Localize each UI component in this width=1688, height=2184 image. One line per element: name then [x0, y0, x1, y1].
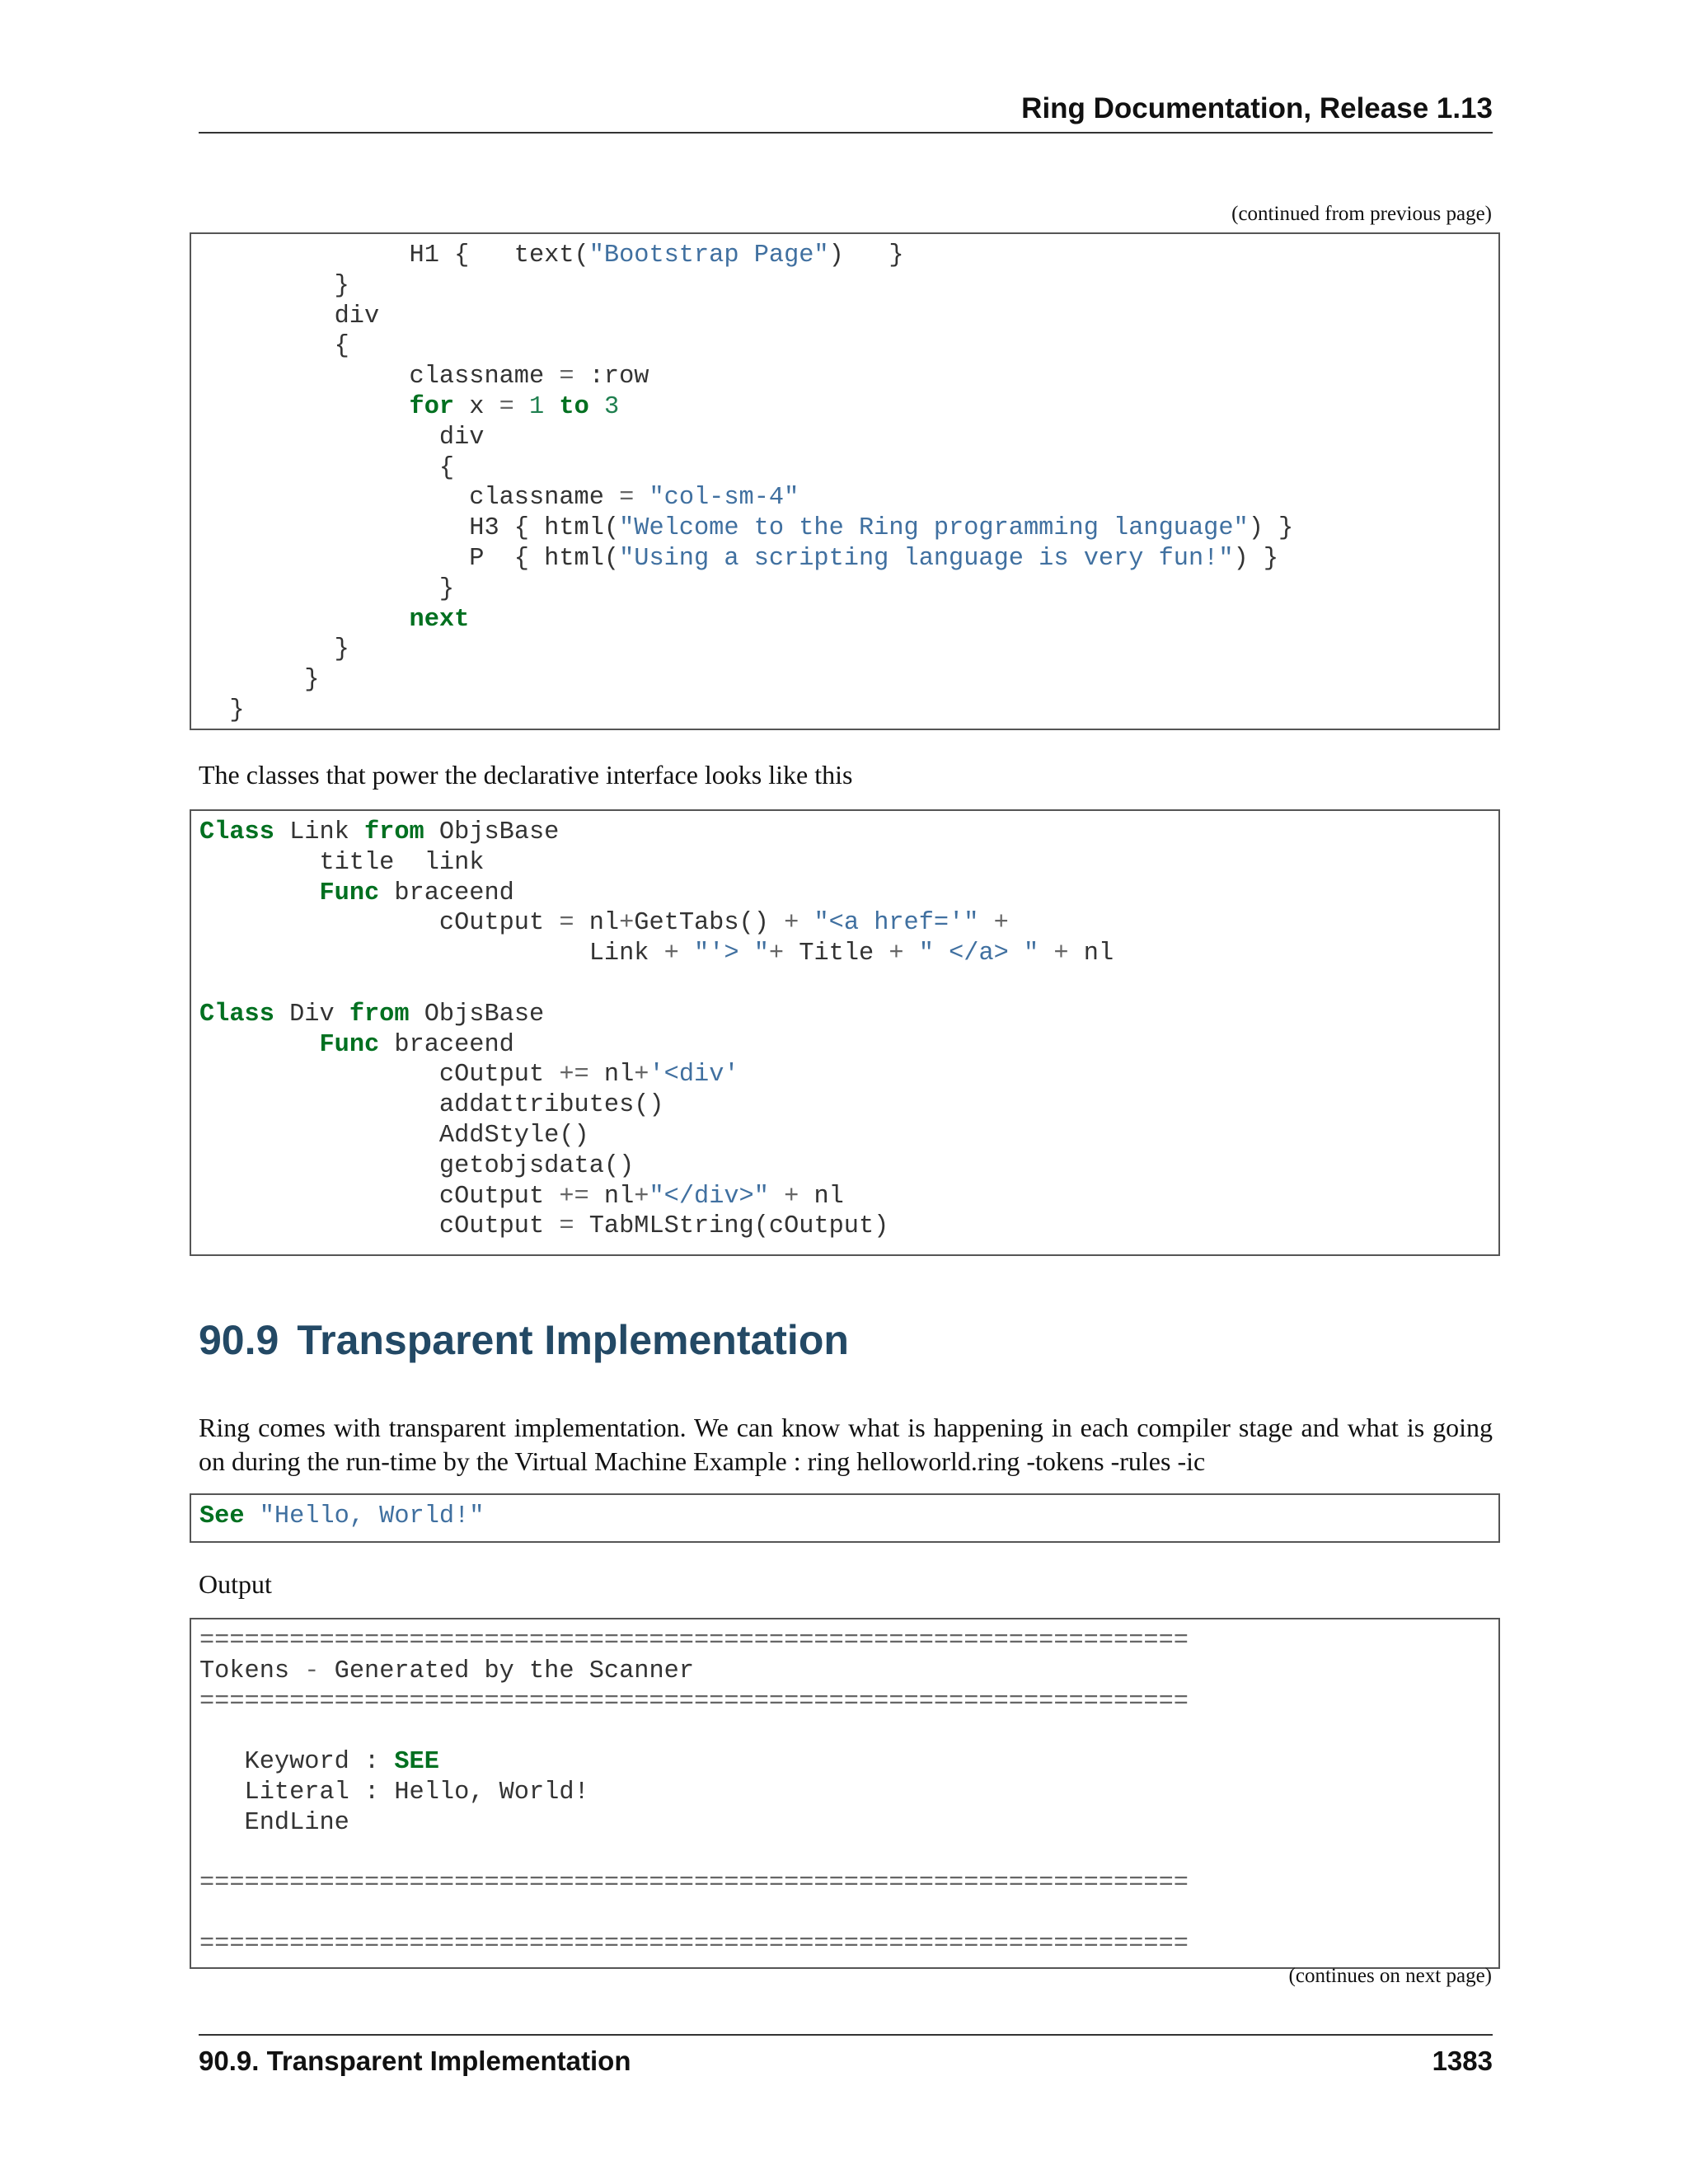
code-block-hello [190, 1493, 1500, 1543]
section-number: 90.9 [199, 1317, 279, 1363]
page-header [199, 92, 1493, 134]
code-block-output [190, 1618, 1500, 1969]
footer-section: 90.9. Transparent Implementation [199, 2046, 631, 2076]
code-text: H1 { text("Bootstrap Page") } } div { classname = :row for x = 1 to 3 div { classname = "col-sm-4" H3 { html("Welcome to the Ring programming language") } P { html("Using a scripting language is very fun!") } } next } } } [199, 241, 1294, 724]
code-text: ================================================================== Tokens - Generated by the Scanner ================================================================== Keyword : SEE Literal : Hello, World! EndLine ================================================================== ================================================================== [199, 1627, 1189, 1958]
continues-on-note: (continues on next page) [1288, 1965, 1492, 1987]
section-title: Transparent Implementation [297, 1317, 849, 1363]
paragraph-output-label: Output [199, 1569, 272, 1599]
document-title: Ring Documentation, Release 1.13 [1021, 92, 1493, 124]
section-heading [199, 1316, 849, 1364]
code-text: See "Hello, World!" [199, 1502, 485, 1530]
page-footer [199, 2034, 1493, 2082]
code-block-classes [190, 809, 1500, 1256]
continued-from-note: (continued from previous page) [1231, 203, 1492, 225]
code-block-bootstrap [190, 232, 1500, 730]
code-text: Class Link from ObjsBase title link Func braceend cOutput = nl+GetTabs() + "<a href='" + Link + "'> "+ Title + " </a> " + nl Class Div from ObjsBase Func braceend cOutput += nl+'<div' addattributes() AddStyle() getobjsdata() cOutput += nl+"</div>" + nl cOutput = TabMLString(cOutput) [199, 818, 1114, 1241]
page-number: 1383 [1432, 2046, 1493, 2076]
paragraph-transparent-intro: Ring comes with transparent implementation. We can know what is happening in each compiler stage and what is going on during the run-time by the Virtual Machine Example : ring helloworld.ring -tokens -rules -ic [199, 1413, 1493, 1476]
paragraph-classes-intro: The classes that power the declarative interface looks like this [199, 760, 853, 790]
